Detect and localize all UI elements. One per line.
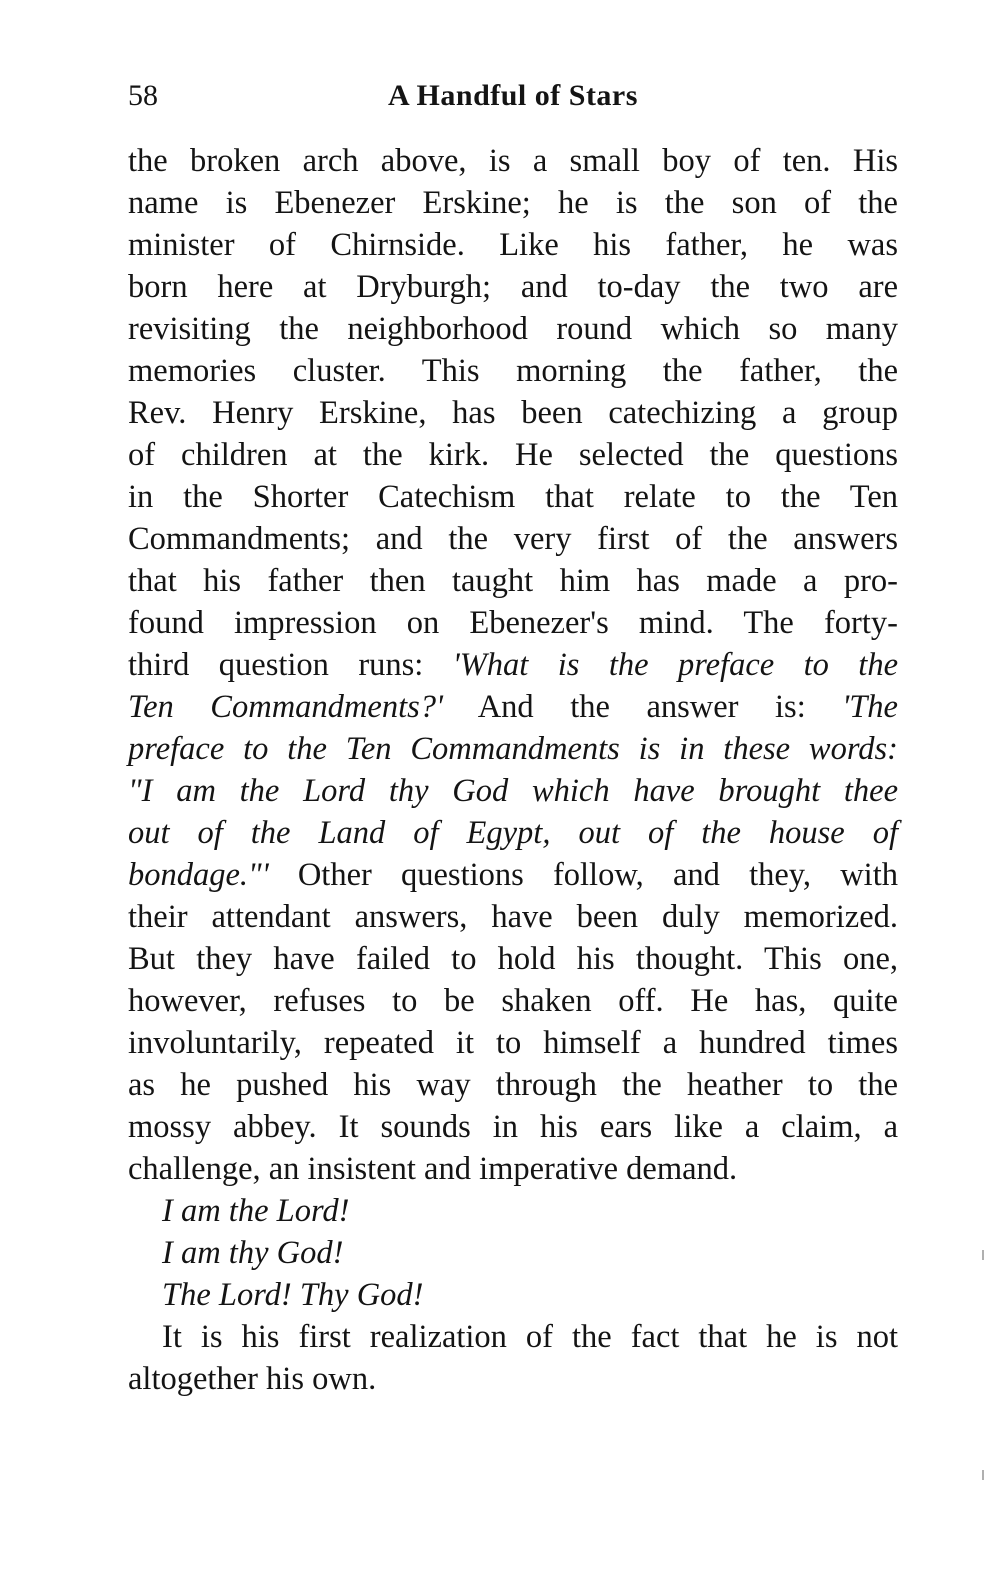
italic-quote: 'What is the preface to the — [452, 647, 899, 683]
italic-quote-line: preface to the Ten Commandments is in these words: — [128, 731, 898, 767]
text-line: Commandments; and the very first of the answers — [128, 521, 898, 557]
text-line: minister of Chirnside. Like his father, he was — [128, 227, 898, 263]
line-segment: Other questions follow, and they, with — [268, 857, 898, 893]
text-line: born here at Dryburgh; and to-day the two are — [128, 269, 898, 305]
text-line: revisiting the neighborhood round which so many — [128, 311, 898, 347]
text-line: of children at the kirk. He selected the questions — [128, 437, 898, 473]
text-line: challenge, an insistent and imperative demand. — [128, 1151, 738, 1187]
italic-quote-line: out of the Land of Egypt, out of the house of — [128, 815, 898, 851]
verse-line: I am the Lord! — [162, 1193, 350, 1229]
text-line: But they have failed to hold his thought. This one, — [128, 941, 898, 977]
text-line: as he pushed his way through the heather to the — [128, 1067, 898, 1103]
line-segment: And the answer is: — [442, 689, 843, 725]
text-line: altogether his own. — [128, 1361, 377, 1397]
text-line: memories cluster. This morning the father, the — [128, 353, 898, 389]
italic-quote: 'The — [842, 689, 898, 725]
running-head — [128, 72, 898, 120]
italic-quote: Ten Commandments?' — [128, 689, 443, 725]
text-line — [128, 686, 898, 728]
text-line: their attendant answers, have been duly memorized. — [128, 899, 898, 935]
verse-line: I am thy God! — [162, 1235, 344, 1271]
running-title: A Handful of Stars — [388, 79, 638, 112]
text-line: involuntarily, repeated it to himself a hundred times — [128, 1025, 898, 1061]
italic-quote-line: "I am the Lord thy God which have brought thee — [128, 773, 898, 809]
scan-mark — [982, 1250, 984, 1260]
text-line: found impression on Ebenezer's mind. The forty- — [128, 605, 898, 641]
italic-quote: bondage."' — [128, 857, 269, 893]
scan-mark — [982, 1470, 984, 1480]
text-line — [128, 644, 898, 686]
text-line: that his father then taught him has made a pro- — [128, 563, 898, 599]
text-line: mossy abbey. It sounds in his ears like a claim, a — [128, 1109, 898, 1145]
text-line: in the Shorter Catechism that relate to the Ten — [128, 479, 898, 515]
text-line: Rev. Henry Erskine, has been catechizing a group — [128, 395, 898, 431]
text-line: the broken arch above, is a small boy of ten. His — [128, 143, 898, 179]
verse-line: The Lord! Thy God! — [162, 1277, 424, 1313]
body-text — [128, 140, 898, 1400]
line-segment: third question runs: — [128, 647, 453, 683]
text-line — [128, 854, 898, 896]
text-line: however, refuses to be shaken off. He has, quite — [128, 983, 898, 1019]
text-line: name is Ebenezer Erskine; he is the son of the — [128, 185, 898, 221]
page-number: 58 — [128, 79, 158, 112]
text-line: It is his first realization of the fact that he is not — [162, 1319, 898, 1355]
